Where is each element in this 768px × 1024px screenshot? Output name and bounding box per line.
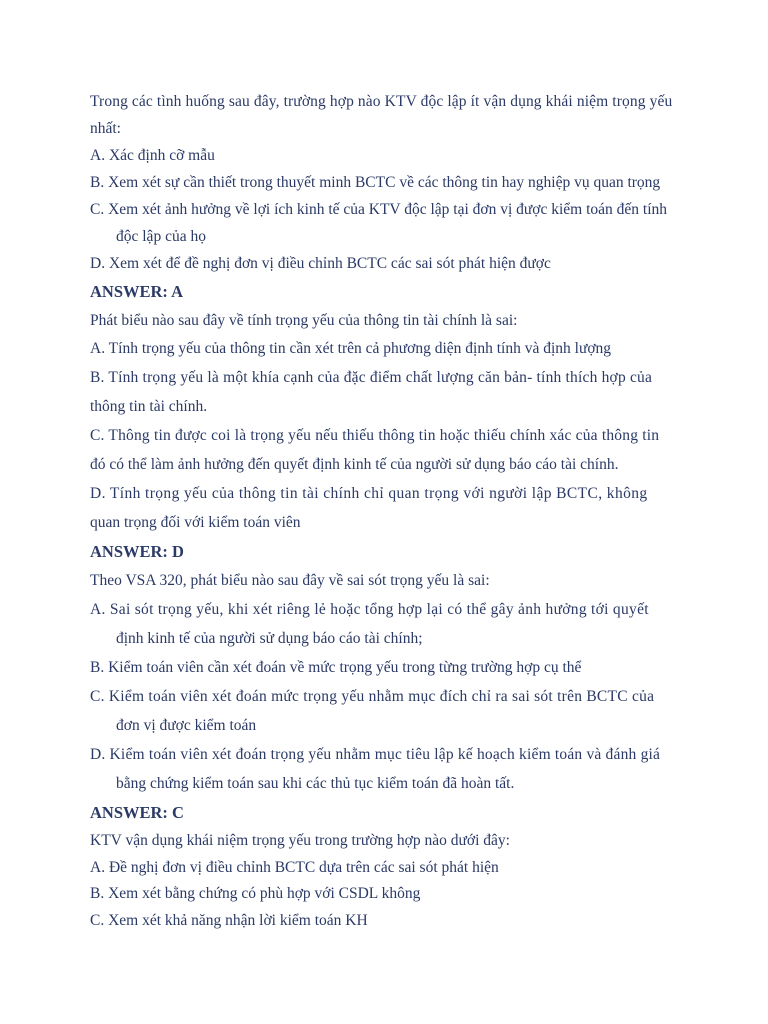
q3-option-a: A. Sai sót trọng yếu, khi xét riêng lẻ hoặc tổng hợp lại có thể gây ảnh hưởng tới quyết xyxy=(90,601,649,618)
q2-option-d-cont: quan trọng đối với kiểm toán viên xyxy=(90,514,301,531)
q3-option-d-cont: bằng chứng kiểm toán sau khi các thủ tục kiểm toán đã hoàn tất. xyxy=(116,775,515,792)
q3-option-c: C. Kiểm toán viên xét đoán mức trọng yếu nhằm mục đích chỉ ra sai sót trên BCTC của xyxy=(90,688,655,705)
q2-option-d: D. Tính trọng yếu của thông tin tài chính chỉ quan trọng với người lập BCTC, không xyxy=(90,485,648,502)
q2-option-b-cont: thông tin tài chính. xyxy=(90,398,208,415)
q2-option-a: A. Tính trọng yếu của thông tin cần xét trên cả phương diện định tính và định lượng xyxy=(90,340,612,357)
q3-stem: Theo VSA 320, phát biểu nào sau đây về sai sót trọng yếu là sai: xyxy=(90,572,490,589)
q4-option-a: A. Đề nghị đơn vị điều chỉnh BCTC dựa trên các sai sót phát hiện xyxy=(90,859,499,876)
q3-option-a-cont: định kinh tế của người sử dụng báo cáo tài chính; xyxy=(116,630,423,647)
q1-option-b: B. Xem xét sự cần thiết trong thuyết minh BCTC về các thông tin hay nghiệp vụ quan trọng xyxy=(90,174,661,191)
q4-option-b: B. Xem xét bằng chứng có phù hợp với CSDL không xyxy=(90,885,421,902)
q2-option-c-cont: đó có thể làm ảnh hưởng đến quyết định kinh tế của người sử dụng báo cáo tài chính. xyxy=(90,456,619,473)
q2-option-c: C. Thông tin được coi là trọng yếu nếu thiếu thông tin hoặc thiếu chính xác của thông tin xyxy=(90,427,660,444)
q1-answer: ANSWER: A xyxy=(90,282,184,301)
q1-option-d: D. Xem xét để đề nghị đơn vị điều chỉnh BCTC các sai sót phát hiện được xyxy=(90,255,551,272)
q1-option-a: A. Xác định cỡ mẫu xyxy=(90,147,215,164)
q3-option-b: B. Kiểm toán viên cần xét đoán về mức trọng yếu trong từng trường hợp cụ thể xyxy=(90,659,582,676)
q4-option-c: C. Xem xét khả năng nhận lời kiểm toán KH xyxy=(90,912,368,929)
q3-option-d: D. Kiểm toán viên xét đoán trọng yếu nhằm mục tiêu lập kế hoạch kiểm toán và đánh giá xyxy=(90,746,661,763)
q1-option-c: C. Xem xét ảnh hưởng về lợi ích kinh tế của KTV độc lập tại đơn vị được kiểm toán đến tính xyxy=(90,201,668,218)
q3-answer: ANSWER: C xyxy=(90,803,184,822)
q1-stem-line-1: Trong các tình huống sau đây, trường hợp nào KTV độc lập ít vận dụng khái niệm trọng yếu xyxy=(90,93,673,110)
q2-stem: Phát biểu nào sau đây về tính trọng yếu của thông tin tài chính là sai: xyxy=(90,312,518,329)
q1-option-c-cont: độc lập của họ xyxy=(116,228,206,245)
q2-option-b: B. Tính trọng yếu là một khía cạnh của đặc điểm chất lượng căn bản- tính thích hợp của xyxy=(90,369,653,386)
q4-stem: KTV vận dụng khái niệm trọng yếu trong trường hợp nào dưới đây: xyxy=(90,832,510,849)
q2-answer: ANSWER: D xyxy=(90,542,184,561)
q3-option-c-cont: đơn vị được kiểm toán xyxy=(116,717,257,734)
q1-stem-line-2: nhất: xyxy=(90,120,121,137)
